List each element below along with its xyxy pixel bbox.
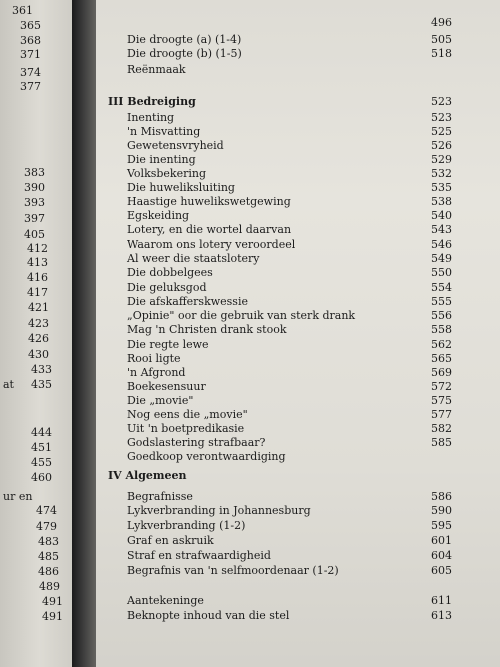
left-page-number: 491: [42, 595, 63, 608]
toc-entry: [96, 33, 500, 46]
toc-entry: [96, 338, 500, 351]
toc-entry-title: Lykverbranding in Johannesburg: [127, 504, 311, 517]
left-page-number: 405: [24, 228, 45, 241]
section-heading: [96, 95, 500, 108]
left-page-number: 368: [20, 34, 41, 47]
toc-entry-page: 505: [431, 33, 452, 46]
toc-entry-title: Die huweliksluiting: [127, 181, 235, 194]
toc-entry-page: 590: [431, 504, 452, 517]
toc-entry: [96, 422, 500, 435]
toc-entry-title: 'n Afgrond: [127, 366, 186, 379]
left-page-number: 486: [38, 565, 59, 578]
toc-entry-page: 569: [431, 366, 452, 379]
toc-entry: [96, 380, 500, 393]
toc-entry-page: 604: [431, 549, 452, 562]
left-page-fragment: at: [3, 378, 14, 391]
left-page-number: 371: [20, 48, 41, 61]
toc-entry: [96, 436, 500, 449]
toc-entry: [96, 153, 500, 166]
left-page-number: 397: [24, 212, 45, 225]
left-page-number: 435: [31, 378, 52, 391]
contents-page: [96, 0, 500, 667]
left-page-number: 451: [31, 441, 52, 454]
toc-entry-page: 550: [431, 266, 452, 279]
toc-entry-page: 529: [431, 153, 452, 166]
toc-entry: [96, 195, 500, 208]
toc-entry-title: Egskeiding: [127, 209, 190, 222]
toc-entry: [96, 490, 500, 503]
toc-entry: [96, 295, 500, 308]
toc-entry-title: Rooi ligte: [127, 352, 181, 365]
toc-entry: [96, 578, 500, 591]
left-page-number: 377: [20, 80, 41, 93]
toc-entry-title: Haastige huwelikswetgewing: [127, 195, 291, 208]
left-page-number: 393: [24, 196, 45, 209]
left-page-number: 365: [20, 19, 41, 32]
toc-entry-title: Die dobbelgees: [127, 266, 213, 279]
toc-entry-page: 525: [431, 125, 452, 138]
toc-entry-title: Reënmaak: [127, 63, 186, 76]
left-page-number: 491: [42, 610, 63, 623]
left-page: [0, 0, 72, 667]
toc-entry: [96, 281, 500, 294]
toc-entry: [96, 366, 500, 379]
toc-entry-page: 577: [431, 408, 452, 421]
left-page-number: 474: [36, 504, 57, 517]
toc-entry-title: Die droogte (b) (1-5): [127, 47, 242, 60]
toc-entry-page: 565: [431, 352, 452, 365]
toc-entry: [96, 450, 500, 463]
toc-entry-title: Waarom ons lotery veroordeel: [127, 238, 296, 251]
toc-entry-page: 601: [431, 534, 452, 547]
toc-entry: [96, 534, 500, 547]
toc-entry: [96, 252, 500, 265]
toc-entry-title: Boekesensuur: [127, 380, 206, 393]
left-page-number: 485: [38, 550, 59, 563]
toc-entry: [96, 549, 500, 562]
left-page-number: 455: [31, 456, 52, 469]
toc-entry: [96, 309, 500, 322]
toc-entry-page: 526: [431, 139, 452, 152]
toc-entry-title: Begrafnisse: [127, 490, 193, 503]
toc-entry-title: Straf en strafwaardigheid: [127, 549, 271, 562]
left-page-number: 433: [31, 363, 52, 376]
section-page: 523: [431, 95, 452, 108]
toc-entry: [96, 181, 500, 194]
toc-entry: [96, 63, 500, 76]
left-page-number: 417: [27, 286, 48, 299]
toc-entry-page: 538: [431, 195, 452, 208]
toc-entry-page: 535: [431, 181, 452, 194]
toc-entry-title: Godslastering strafbaar?: [127, 436, 266, 449]
toc-entry: [96, 266, 500, 279]
book-spine: [72, 0, 98, 667]
toc-entry: [96, 609, 500, 622]
toc-entry: [96, 594, 500, 607]
toc-entry-title: „Opinie" oor die gebruik van sterk drank: [127, 309, 356, 322]
section-heading: [96, 469, 500, 482]
toc-entry: [96, 504, 500, 517]
toc-entry-page: 586: [431, 490, 452, 503]
left-page-number: 489: [39, 580, 60, 593]
toc-entry-page: 556: [431, 309, 452, 322]
toc-entry-title: Graf en askruik: [127, 534, 214, 547]
toc-entry-title: Al weer die staatslotery: [127, 252, 260, 265]
toc-entry-page: 575: [431, 394, 452, 407]
toc-entry: [96, 111, 500, 124]
toc-entry: [96, 323, 500, 336]
left-page-number: 374: [20, 66, 41, 79]
toc-entry-title: Die geluksgod: [127, 281, 207, 294]
toc-entry-title: Die regte lewe: [127, 338, 209, 351]
toc-entry-page: 532: [431, 167, 452, 180]
toc-entry-title: Die inenting: [127, 153, 196, 166]
toc-entry-page: 605: [431, 564, 452, 577]
toc-entry-page: 496: [431, 16, 452, 29]
toc-entry-page: 595: [431, 519, 452, 532]
toc-entry-title: Uit 'n boetpredikasie: [127, 422, 245, 435]
toc-entry-page: 523: [431, 111, 452, 124]
toc-entry-page: 518: [431, 47, 452, 60]
toc-entry: [96, 223, 500, 236]
toc-entry-page: 585: [431, 436, 452, 449]
toc-entry-page: 549: [431, 252, 452, 265]
toc-entry-title: 'n Misvatting: [127, 125, 201, 138]
left-page-number: 416: [27, 271, 48, 284]
toc-entry-title: Inenting: [127, 111, 175, 124]
left-page-number: 479: [36, 520, 57, 533]
toc-entry: [96, 519, 500, 532]
toc-entry-page: 555: [431, 295, 452, 308]
toc-entry-title: Lykverbranding (1-2): [127, 519, 246, 532]
toc-entry-page: 540: [431, 209, 452, 222]
toc-entry-title: Die „movie": [127, 394, 194, 407]
toc-entry-page: 572: [431, 380, 452, 393]
toc-entry-title: Lotery, en die wortel daarvan: [127, 223, 292, 236]
left-page-number: 413: [27, 256, 48, 269]
toc-entry-title: Nog eens die „movie": [127, 408, 248, 421]
toc-entry-page: 613: [431, 609, 452, 622]
left-page-number: 444: [31, 426, 52, 439]
toc-entry-page: 554: [431, 281, 452, 294]
left-page-number: 390: [24, 181, 45, 194]
section-title: III Bedreiging: [108, 95, 196, 108]
toc-entry-page: 546: [431, 238, 452, 251]
toc-entry-page: 562: [431, 338, 452, 351]
toc-entry-title: Volksbekering: [127, 167, 207, 180]
toc-entry: [96, 167, 500, 180]
toc-entry: [96, 47, 500, 60]
toc-entry: [96, 408, 500, 421]
toc-entry-title: Die droogte (a) (1-4): [127, 33, 242, 46]
left-page-number: 423: [28, 317, 49, 330]
toc-entry-title: Aantekeninge: [127, 594, 204, 607]
toc-entry-title: Beknopte inhoud van die stel: [127, 609, 290, 622]
left-page-number: 421: [28, 301, 49, 314]
left-page-number: 430: [28, 348, 49, 361]
toc-entry: [96, 209, 500, 222]
toc-entry: [96, 352, 500, 365]
left-page-number: 383: [24, 166, 45, 179]
toc-entry: [96, 16, 500, 29]
toc-entry: [96, 394, 500, 407]
toc-entry: [96, 564, 500, 577]
toc-entry-page: 611: [431, 594, 452, 607]
left-page-fragment: ur en: [3, 490, 33, 503]
toc-entry-title: Begrafnis van 'n selfmoordenaar (1-2): [127, 564, 339, 577]
left-page-number: 426: [28, 332, 49, 345]
toc-entry-page: 558: [431, 323, 452, 336]
toc-entry: [96, 238, 500, 251]
toc-entry: [96, 125, 500, 138]
toc-entry-page: 543: [431, 223, 452, 236]
toc-entry: [96, 139, 500, 152]
left-page-number: 361: [12, 4, 33, 17]
left-page-number: 460: [31, 471, 52, 484]
left-page-number: 483: [38, 535, 59, 548]
toc-entry-title: Goedkoop verontwaardiging: [127, 450, 286, 463]
toc-entry-title: Die afskafferskwessie: [127, 295, 248, 308]
toc-entry-page: 582: [431, 422, 452, 435]
section-title: IV Algemeen: [108, 469, 187, 482]
toc-entry-title: Mag 'n Christen drank stook: [127, 323, 287, 336]
left-page-number: 412: [27, 242, 48, 255]
toc-entry-title: Gewetensvryheid: [127, 139, 224, 152]
